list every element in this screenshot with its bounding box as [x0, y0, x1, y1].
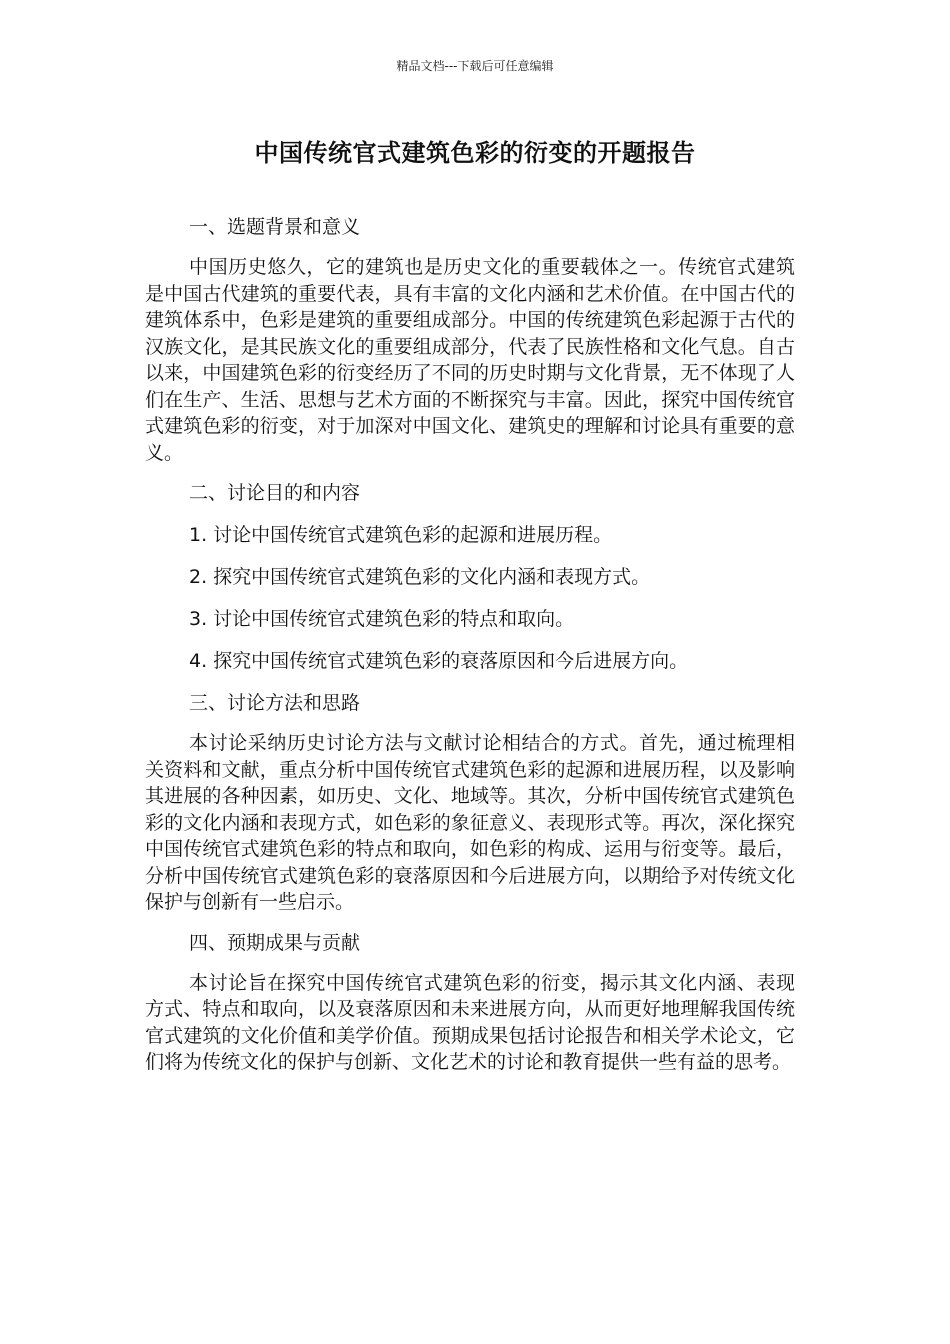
section-paragraph-background: 中国历史悠久，它的建筑也是历史文化的重要载体之一。传统官式建筑是中国古代建筑的重要代表，具有丰富的文化内涵和艺术价值。在中国古代的建筑体系中，色彩是建筑的重要组成部分。中国的传统建筑色彩起源于古代的汉族文化，是其民族文化的重要组成部分，代表了民族性格和文化气息。自古以来，中国建筑色彩的衍变经历了不同的历史时期与文化背景，无不体现了人们在生产、生活、思想与艺术方面的不断探究与丰富。因此，探究中国传统官式建筑色彩的衍变，对于加深对中国文化、建筑史的理解和讨论具有重要的意义。 [145, 256, 795, 464]
section-heading-objectives: 二、讨论目的和内容 [189, 482, 361, 504]
section-heading-methods: 三、讨论方法和思路 [189, 692, 361, 714]
list-item: 1. 讨论中国传统官式建筑色彩的起源和进展历程。 [189, 524, 613, 546]
list-item: 3. 讨论中国传统官式建筑色彩的特点和取向。 [189, 608, 575, 630]
document-title: 中国传统官式建筑色彩的衍变的开题报告 [254, 139, 696, 167]
section-paragraph-outcomes: 本讨论旨在探究中国传统官式建筑色彩的衍变，揭示其文化内涵、表现方式、特点和取向，以及衰落原因和未来进展方向，从而更好地理解我国传统官式建筑的文化价值和美学价值。预期成果包括讨论报告和相关学术论文，它们将为传统文化的保护与创新、文化艺术的讨论和教育提供一些有益的思考。 [145, 971, 795, 1073]
page-header: 精品文档---下载后可任意编辑 [396, 59, 554, 73]
section-heading-background: 一、选题背景和意义 [189, 216, 361, 238]
section-paragraph-methods: 本讨论采纳历史讨论方法与文献讨论相结合的方式。首先，通过梳理相关资料和文献，重点分析中国传统官式建筑色彩的起源和进展历程，以及影响其进展的各种因素，如历史、文化、地域等。其次，分析中国传统官式建筑色彩的文化内涵和表现方式，如色彩的象征意义、表现形式等。再次，深化探究中国传统官式建筑色彩的特点和取向，如色彩的构成、运用与衍变等。最后，分析中国传统官式建筑色彩的衰落原因和今后进展方向，以期给予对传统文化保护与创新有一些启示。 [145, 732, 795, 913]
document-body [145, 212, 795, 1088]
list-item: 4. 探究中国传统官式建筑色彩的衰落原因和今后进展方向。 [189, 650, 689, 672]
section-heading-outcomes: 四、预期成果与贡献 [189, 931, 361, 954]
list-item: 2. 探究中国传统官式建筑色彩的文化内涵和表现方式。 [189, 566, 651, 588]
